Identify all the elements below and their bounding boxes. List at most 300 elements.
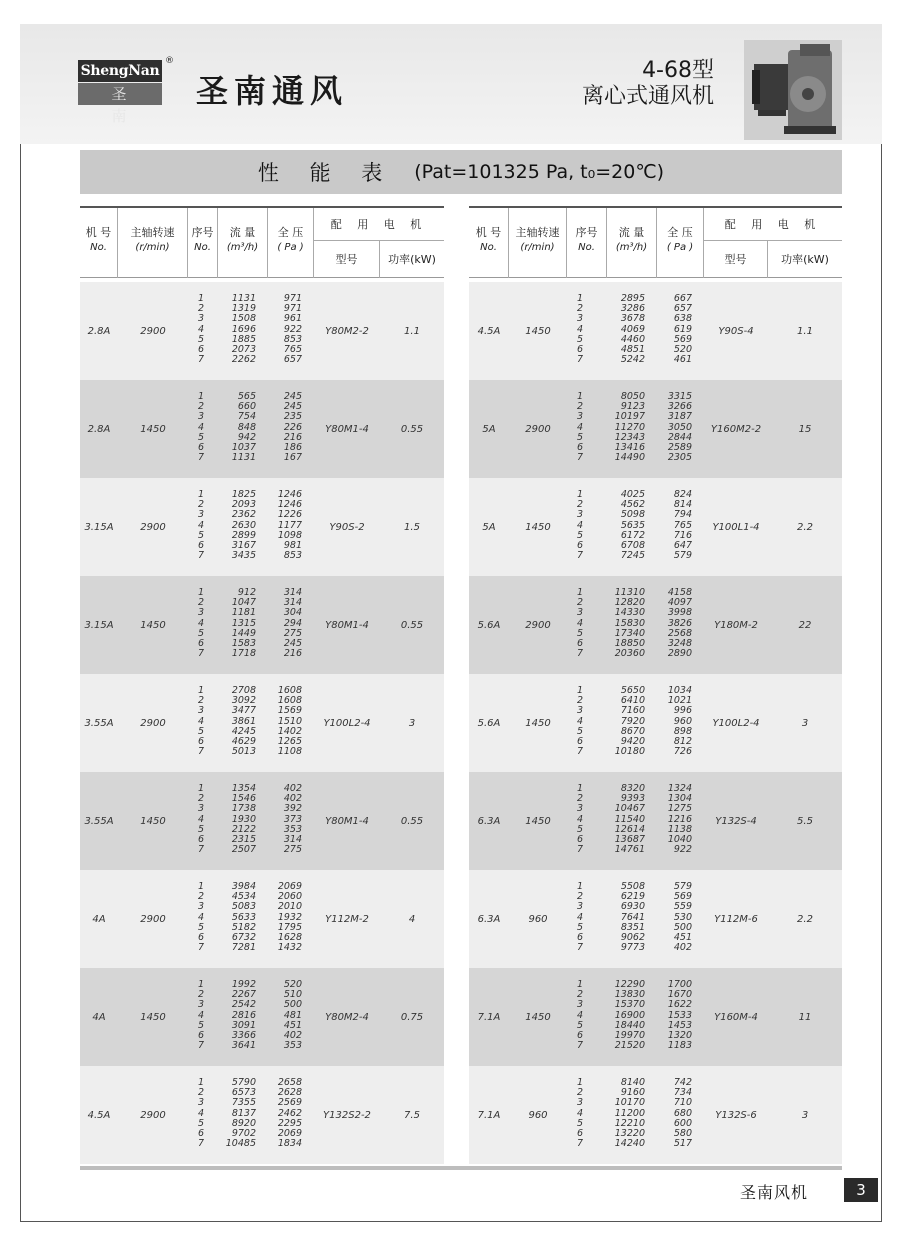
list-value: 13687 [614, 834, 645, 846]
table-row [80, 380, 444, 478]
list-value: 7 [198, 354, 205, 366]
list-value: 2262 [231, 354, 256, 366]
table-row [80, 282, 444, 380]
cell-speed: 1450 [140, 815, 166, 827]
cell-machine-no: 7.1A [477, 1011, 501, 1023]
header-spindle-speed [509, 208, 567, 278]
list-value: 3091 [231, 1019, 256, 1031]
table-row [469, 576, 842, 674]
list-value: 3 [577, 509, 584, 521]
list-value: 2 [577, 1087, 584, 1099]
list-value: 5 [198, 333, 205, 345]
list-value: 3092 [231, 695, 256, 707]
list-value: 402 [673, 942, 692, 954]
header-sequence-no [567, 208, 607, 278]
list-value: 7160 [620, 705, 645, 717]
list-value: 1183 [667, 1040, 692, 1052]
list-value: 6573 [231, 1087, 256, 1099]
header-motor-power: 功率(kW) [781, 253, 829, 266]
list-value: 2 [577, 401, 584, 413]
cell-flow-list [218, 784, 256, 855]
footer-divider [80, 1166, 842, 1170]
list-value: 2 [198, 1087, 205, 1099]
cell-machine-no: 5A [482, 521, 496, 533]
list-value: 2816 [231, 1009, 256, 1021]
header-total-pressure-en: ( Pa ) [277, 242, 304, 253]
list-value: 5650 [620, 685, 645, 696]
list-value: 14761 [614, 844, 645, 856]
list-value: 2122 [231, 823, 256, 835]
cell-motor-model: Y112M-6 [714, 913, 758, 925]
list-value: 824 [673, 489, 692, 500]
list-value: 6930 [620, 901, 645, 913]
header-flow-rate-zh: 流 量 [618, 226, 645, 239]
list-value: 7281 [231, 942, 256, 954]
list-value: 3998 [667, 607, 692, 619]
list-value: 2895 [620, 293, 645, 304]
list-value: 922 [673, 844, 692, 856]
list-value: 1930 [231, 813, 256, 825]
list-value: 245 [283, 401, 302, 413]
logo-chinese: 圣 南 [78, 83, 162, 105]
cell-motor-model: Y160M2-2 [710, 423, 762, 435]
list-value: 226 [283, 421, 302, 433]
list-value: 2073 [231, 344, 256, 356]
list-value: 812 [673, 736, 692, 748]
list-value: 1 [577, 1077, 584, 1088]
list-value: 619 [673, 323, 692, 335]
cell-sequence-list [567, 294, 607, 365]
list-value: 4 [577, 911, 584, 923]
list-value: 8670 [620, 725, 645, 737]
list-value: 6 [198, 1128, 205, 1140]
list-value: 6219 [620, 891, 645, 903]
list-value: 2 [577, 303, 584, 315]
cell-flow-list [607, 392, 645, 463]
list-value: 5790 [231, 1077, 256, 1088]
list-value: 14240 [614, 1138, 645, 1150]
list-value: 579 [673, 550, 692, 562]
header-machine-no-zh: 机 号 [85, 226, 112, 239]
list-value: 960 [673, 715, 692, 727]
cell-machine-no: 4.5A [87, 1109, 111, 1121]
list-value: 710 [673, 1097, 692, 1109]
cell-pressure-list [268, 784, 302, 855]
list-value: 4 [577, 617, 584, 629]
list-value: 680 [673, 1107, 692, 1119]
list-value: 1 [198, 587, 205, 598]
list-value: 20360 [614, 648, 645, 660]
list-value: 2362 [231, 509, 256, 521]
cell-machine-no: 6.3A [477, 815, 501, 827]
cell-speed: 1450 [525, 815, 551, 827]
list-value: 5508 [620, 881, 645, 892]
list-value: 1670 [667, 989, 692, 1001]
list-value: 10467 [614, 803, 645, 815]
list-value: 1 [198, 979, 205, 990]
performance-table-left [80, 206, 444, 1164]
list-value: 402 [283, 783, 302, 794]
header-sequence-no-en: No. [578, 242, 595, 253]
cell-machine-no: 3.55A [84, 717, 114, 729]
list-value: 5 [198, 431, 205, 443]
table-row [469, 282, 842, 380]
list-value: 16900 [614, 1009, 645, 1021]
list-value: 1 [198, 783, 205, 794]
list-value: 12614 [614, 823, 645, 835]
list-value: 402 [283, 793, 302, 805]
list-value: 6 [577, 442, 584, 454]
header-motor-model: 型号 [704, 241, 768, 278]
list-value: 2899 [231, 529, 256, 541]
list-value: 2542 [231, 999, 256, 1011]
list-value: 6 [577, 736, 584, 748]
header-motor [704, 208, 842, 278]
cell-motor-model: Y90S-2 [329, 521, 365, 533]
list-value: 3 [577, 607, 584, 619]
cell-pressure-list [657, 882, 692, 953]
list-value: 2 [198, 989, 205, 1001]
cell-machine-no: 6.3A [477, 913, 501, 925]
model-number: 4-68型 [642, 58, 714, 83]
cell-motor-power: 0.75 [400, 1011, 424, 1023]
list-value: 314 [283, 587, 302, 598]
cell-pressure-list [268, 1078, 302, 1149]
list-value: 4534 [231, 891, 256, 903]
list-value: 5 [577, 1117, 584, 1129]
header-total-pressure-zh: 全 压 [667, 226, 693, 239]
list-value: 13416 [614, 442, 645, 454]
list-value: 1177 [277, 519, 302, 531]
list-value: 314 [283, 597, 302, 609]
list-value: 1354 [231, 783, 256, 794]
list-value: 2 [577, 597, 584, 609]
list-value: 17340 [614, 627, 645, 639]
list-value: 1 [198, 881, 205, 892]
list-value: 3435 [231, 550, 256, 562]
list-value: 7 [577, 1138, 584, 1150]
list-value: 1034 [667, 685, 692, 696]
performance-table-title [80, 150, 842, 194]
cell-motor-power: 3 [801, 717, 809, 729]
title-main: 性 能 表 [257, 161, 395, 185]
list-value: 5 [577, 529, 584, 541]
list-value: 7 [198, 452, 205, 464]
list-value: 3 [577, 901, 584, 913]
list-value: 10180 [614, 746, 645, 758]
cell-flow-list [607, 784, 645, 855]
cell-speed: 1450 [525, 717, 551, 729]
header-spindle-speed-zh: 主轴转速 [515, 226, 560, 239]
list-value: 373 [283, 813, 302, 825]
list-value: 1108 [277, 746, 302, 758]
list-value: 12820 [614, 597, 645, 609]
list-value: 898 [673, 725, 692, 737]
cell-machine-no: 4A [92, 913, 106, 925]
list-value: 353 [283, 823, 302, 835]
list-value: 2568 [667, 627, 692, 639]
list-value: 1700 [667, 979, 692, 990]
list-value: 2 [577, 793, 584, 805]
list-value: 3315 [667, 391, 692, 402]
header-total-pressure-en: ( Pa ) [666, 242, 694, 253]
list-value: 4 [198, 323, 205, 335]
list-value: 245 [283, 638, 302, 650]
list-value: 2 [577, 891, 584, 903]
list-value: 294 [283, 617, 302, 629]
list-value: 2569 [277, 1097, 302, 1109]
list-value: 15370 [614, 999, 645, 1011]
list-value: 392 [283, 803, 302, 815]
list-value: 6 [198, 1030, 205, 1042]
list-value: 2060 [277, 891, 302, 903]
list-value: 8351 [620, 921, 645, 933]
list-value: 9123 [620, 401, 645, 413]
table-row [469, 772, 842, 870]
list-value: 500 [673, 921, 692, 933]
list-value: 6172 [620, 529, 645, 541]
cell-flow-list [607, 294, 645, 365]
list-value: 1315 [231, 617, 256, 629]
cell-motor-model: Y132S-6 [715, 1109, 757, 1121]
list-value: 5 [577, 823, 584, 835]
cell-sequence-list [188, 882, 218, 953]
list-value: 1402 [277, 725, 302, 737]
cell-machine-no: 4.5A [477, 325, 501, 337]
list-value: 1510 [277, 715, 302, 727]
header-machine-no [469, 208, 509, 278]
list-value: 1 [577, 587, 584, 598]
cell-flow-list [218, 392, 256, 463]
header-machine-no-en: No. [480, 242, 497, 253]
cell-machine-no: 3.15A [84, 521, 114, 533]
list-value: 3 [577, 705, 584, 717]
list-value: 4562 [620, 499, 645, 511]
cell-sequence-list [567, 686, 607, 757]
cell-speed: 1450 [525, 325, 551, 337]
list-value: 167 [283, 452, 302, 464]
table-row [80, 968, 444, 1066]
list-value: 1432 [277, 942, 302, 954]
list-value: 4 [198, 519, 205, 531]
table-row [80, 870, 444, 968]
list-value: 9062 [620, 932, 645, 944]
list-value: 10197 [614, 411, 645, 423]
list-value: 3641 [231, 1040, 256, 1052]
list-value: 451 [673, 932, 692, 944]
cell-motor-model: Y80M1-4 [325, 423, 369, 435]
header-sequence-no-zh: 序号 [191, 226, 214, 239]
header-flow-rate-en: (m³/h) [615, 242, 648, 253]
cell-motor-model: Y80M2-4 [325, 1011, 369, 1023]
list-value: 1795 [277, 921, 302, 933]
list-value: 4 [577, 1009, 584, 1021]
cell-pressure-list [268, 686, 302, 757]
header-flow-rate [607, 208, 657, 278]
header-sequence-no [188, 208, 218, 278]
list-value: 4 [198, 617, 205, 629]
list-value: 2295 [277, 1117, 302, 1129]
list-value: 1131 [231, 293, 256, 304]
cell-motor-model: Y80M1-4 [325, 619, 369, 631]
list-value: 814 [673, 499, 692, 511]
list-value: 1628 [277, 932, 302, 944]
header-machine-no-zh: 机 号 [475, 226, 502, 239]
cell-pressure-list [268, 882, 302, 953]
list-value: 3984 [231, 881, 256, 892]
list-value: 1608 [277, 695, 302, 707]
list-value: 6708 [620, 540, 645, 552]
list-value: 7355 [231, 1097, 256, 1109]
list-value: 4158 [667, 587, 692, 598]
table-row [469, 478, 842, 576]
cell-speed: 2900 [140, 521, 166, 533]
list-value: 2708 [231, 685, 256, 696]
list-value: 2 [577, 499, 584, 511]
list-value: 2844 [667, 431, 692, 443]
list-value: 9420 [620, 736, 645, 748]
list-value: 1319 [231, 303, 256, 315]
table-row [80, 674, 444, 772]
list-value: 18850 [614, 638, 645, 650]
list-value: 6 [198, 638, 205, 650]
cell-flow-list [607, 490, 645, 561]
list-value: 7 [577, 1040, 584, 1052]
list-value: 6 [198, 344, 205, 356]
list-value: 510 [283, 989, 302, 1001]
list-value: 14330 [614, 607, 645, 619]
list-value: 7 [198, 746, 205, 758]
list-value: 3 [198, 509, 205, 521]
list-value: 3 [198, 607, 205, 619]
cell-motor-power: 0.55 [400, 815, 424, 827]
list-value: 4069 [620, 323, 645, 335]
list-value: 4 [198, 1107, 205, 1119]
list-value: 1138 [667, 823, 692, 835]
list-value: 6 [577, 1030, 584, 1042]
list-value: 600 [673, 1117, 692, 1129]
list-value: 5 [577, 431, 584, 443]
cell-motor-power: 4 [408, 913, 416, 925]
cell-motor-model: Y100L1-4 [712, 521, 760, 533]
cell-pressure-list [268, 294, 302, 365]
cell-pressure-list [268, 392, 302, 463]
list-value: 1 [198, 685, 205, 696]
list-value: 559 [673, 901, 692, 913]
list-value: 7 [198, 648, 205, 660]
list-value: 5 [198, 1019, 205, 1031]
list-value: 10170 [614, 1097, 645, 1109]
list-value: 1622 [667, 999, 692, 1011]
list-value: 2 [198, 401, 205, 413]
model-title [582, 58, 714, 110]
cell-machine-no: 5A [482, 423, 496, 435]
list-value: 186 [283, 442, 302, 454]
list-value: 4629 [231, 736, 256, 748]
list-value: 5013 [231, 746, 256, 758]
header-flow-rate-zh: 流 量 [229, 226, 256, 239]
list-value: 520 [283, 979, 302, 990]
list-value: 1569 [277, 705, 302, 717]
brand-name: 圣南通风 [196, 72, 349, 110]
list-value: 12343 [614, 431, 645, 443]
list-value: 2069 [277, 881, 302, 892]
cell-sequence-list [188, 392, 218, 463]
list-value: 1608 [277, 685, 302, 696]
footer-brand: 圣南风机 [740, 1183, 809, 1202]
list-value: 7 [577, 942, 584, 954]
list-value: 7 [577, 844, 584, 856]
list-value: 1449 [231, 627, 256, 639]
list-value: 5 [577, 333, 584, 345]
cell-sequence-list [188, 588, 218, 659]
cell-speed: 1450 [140, 1011, 166, 1023]
cell-machine-no: 3.55A [84, 815, 114, 827]
list-value: 2 [198, 499, 205, 511]
list-value: 6 [198, 442, 205, 454]
page-number: 3 [844, 1178, 878, 1202]
list-value: 569 [673, 333, 692, 345]
list-value: 3 [198, 313, 205, 325]
cell-speed: 2900 [140, 325, 166, 337]
list-value: 1834 [277, 1138, 302, 1150]
list-value: 481 [283, 1009, 302, 1021]
header-spindle-speed-zh: 主轴转速 [130, 226, 175, 239]
list-value: 657 [673, 303, 692, 315]
list-value: 4 [198, 911, 205, 923]
cell-sequence-list [188, 686, 218, 757]
list-value: 7641 [620, 911, 645, 923]
centrifugal-fan-icon [744, 40, 842, 140]
list-value: 6 [577, 1128, 584, 1140]
list-value: 6 [198, 540, 205, 552]
table-row [80, 576, 444, 674]
list-value: 2658 [277, 1077, 302, 1088]
header-spindle-speed-en: (r/min) [520, 242, 555, 253]
list-value: 7 [198, 1138, 205, 1150]
list-value: 2267 [231, 989, 256, 1001]
list-value: 500 [283, 999, 302, 1011]
list-value: 402 [283, 1030, 302, 1042]
header-flow-rate-en: (m³/h) [226, 242, 259, 253]
table-row [469, 870, 842, 968]
list-value: 6 [577, 638, 584, 650]
cell-motor-model: Y160M-4 [714, 1011, 758, 1023]
list-value: 7 [198, 1040, 205, 1052]
header-motor-title: 配 用 电 机 [314, 208, 444, 241]
cell-pressure-list [657, 1078, 692, 1149]
list-value: 461 [673, 354, 692, 366]
cell-motor-model: Y132S-4 [715, 815, 757, 827]
list-value: 1 [198, 1077, 205, 1088]
list-value: 1304 [667, 793, 692, 805]
list-value: 1021 [667, 695, 692, 707]
list-value: 9773 [620, 942, 645, 954]
cell-machine-no: 4A [92, 1011, 106, 1023]
list-value: 1320 [667, 1030, 692, 1042]
list-value: 5 [577, 725, 584, 737]
list-value: 5 [198, 823, 205, 835]
list-value: 1 [198, 489, 205, 500]
list-value: 1825 [231, 489, 256, 500]
cell-machine-no: 5.6A [477, 717, 501, 729]
table-row [469, 674, 842, 772]
list-value: 3861 [231, 715, 256, 727]
list-value: 9702 [231, 1128, 256, 1140]
cell-sequence-list [188, 1078, 218, 1149]
list-value: 971 [283, 293, 302, 304]
list-value: 716 [673, 529, 692, 541]
